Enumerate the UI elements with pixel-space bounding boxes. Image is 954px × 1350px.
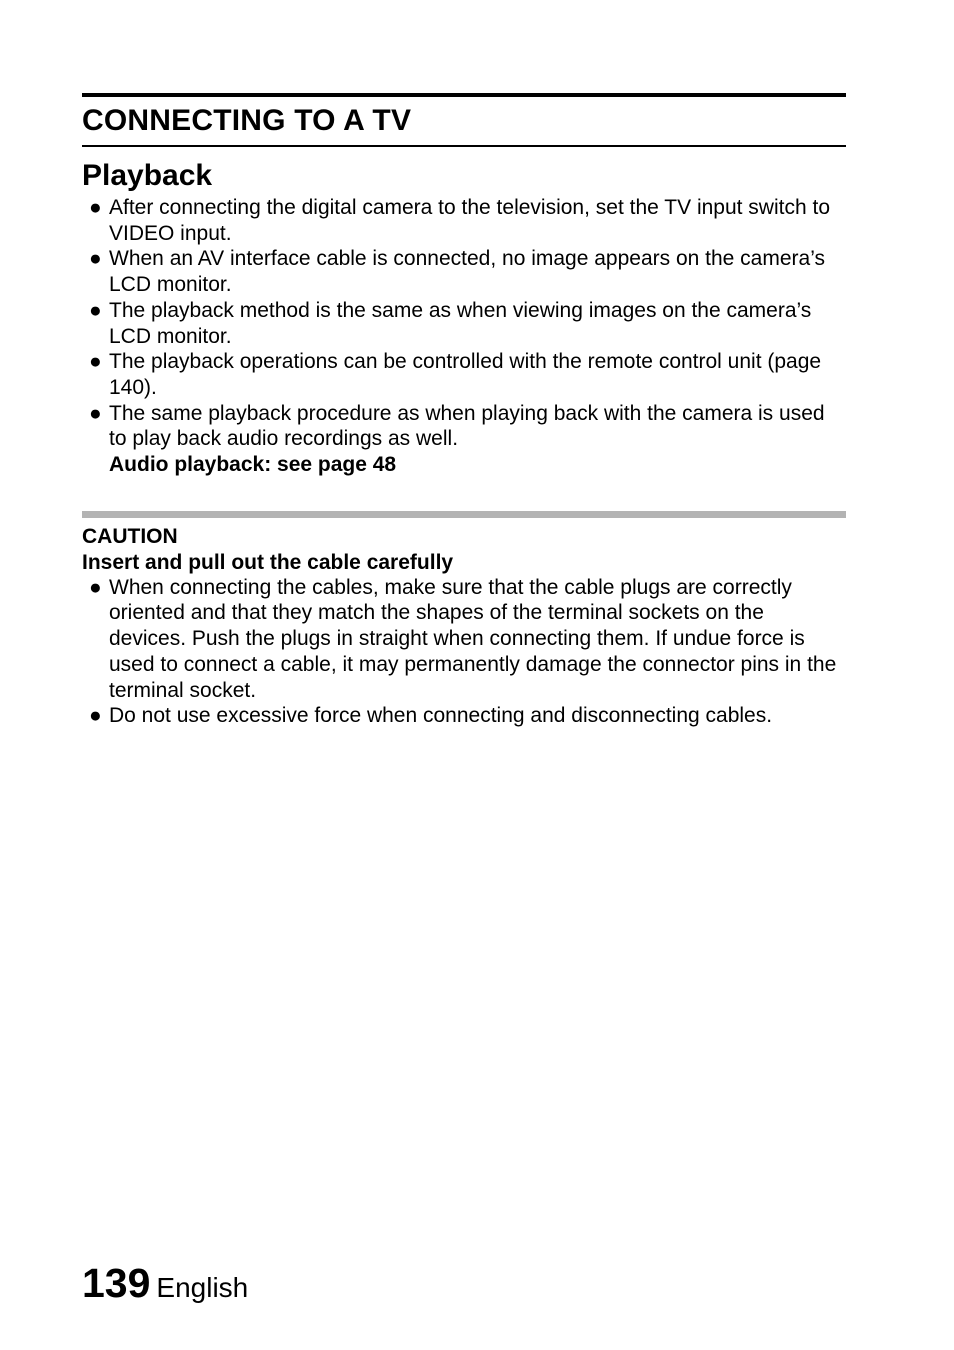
page-number: 139 [82, 1260, 151, 1306]
page-footer [82, 1258, 248, 1313]
page-language: English [156, 1272, 249, 1303]
caution-title: CAUTION [82, 524, 178, 548]
caution-subtitle: Insert and pull out the cable carefully [82, 550, 454, 574]
bullet-icon: ● [89, 196, 102, 219]
bullet-icon: ● [89, 401, 102, 425]
bullet-text: Do not use excessive force when connecting and disconnecting cables. [109, 704, 773, 728]
bullet-icon: ● [89, 298, 102, 322]
bullet-text: When an AV interface cable is connected, no image appears on the camera’s LCD monitor. [109, 247, 825, 297]
list-item [82, 575, 846, 704]
audio-playback-reference: Audio playback: see page 48 [109, 453, 397, 477]
caution-divider [82, 511, 846, 518]
playback-bullet-list [82, 195, 846, 478]
list-item [82, 703, 846, 729]
title-underline [82, 145, 846, 147]
bullet-text: The playback operations can be controlled with the remote control unit (page 140). [109, 350, 822, 399]
bullet-text: The same playback procedure as when playing back with the camera is used to play back audio recordings as well. [109, 401, 825, 451]
list-item [82, 298, 846, 349]
section-title: CONNECTING TO A TV [82, 104, 412, 137]
bullet-icon: ● [89, 247, 102, 271]
page-content [82, 93, 846, 729]
bullet-icon: ● [89, 350, 102, 374]
playback-heading: Playback [82, 159, 213, 192]
caution-bullet-list [82, 575, 846, 729]
bullet-text: The playback method is the same as when viewing images on the camera’s LCD monitor. [109, 298, 812, 348]
list-item [82, 246, 846, 297]
bullet-icon: ● [89, 704, 102, 728]
list-item [82, 349, 846, 400]
list-item [82, 401, 846, 478]
bullet-icon: ● [89, 575, 102, 599]
list-item [82, 195, 846, 246]
bullet-text: When connecting the cables, make sure that the cable plugs are correctly oriented and that they match the shapes of the terminal sockets on the devices. Push the plugs in straight when connecting them. If undue force is used to connect a cable, it may permanently damage the connector pins in the terminal socket. [109, 575, 837, 702]
bullet-text: After connecting the digital camera to the television, set the TV input switch to VIDEO input. [109, 196, 831, 245]
